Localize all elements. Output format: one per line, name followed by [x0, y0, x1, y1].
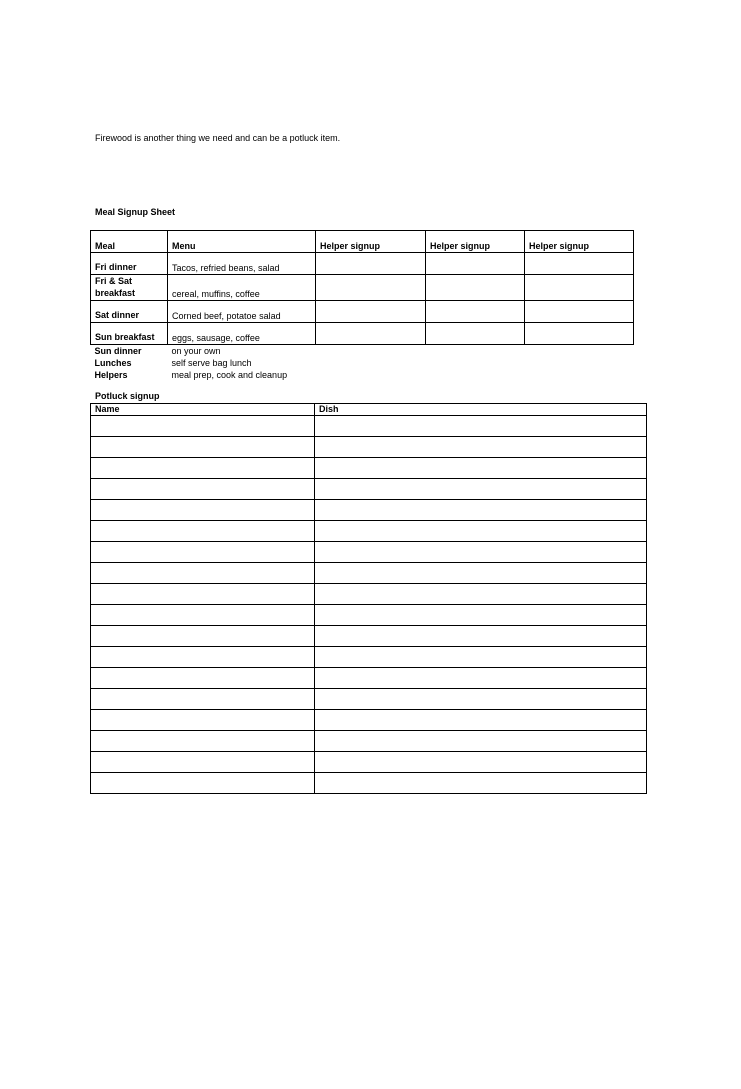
meal-menu: self serve bag lunch	[171, 358, 252, 368]
helper-signup-cell[interactable]	[426, 275, 525, 301]
table-row	[91, 731, 647, 752]
meal-name: Sun dinner	[94, 346, 142, 356]
helper-signup-cell[interactable]	[525, 275, 634, 301]
header-name: Name	[91, 404, 315, 416]
helper-signup-cell[interactable]	[426, 301, 525, 323]
meal-signup-table	[90, 230, 634, 381]
potluck-name-cell[interactable]	[91, 416, 315, 437]
potluck-dish-cell[interactable]	[315, 752, 647, 773]
potluck-dish-cell[interactable]	[315, 542, 647, 563]
table-row	[91, 689, 647, 710]
table-row	[91, 668, 647, 689]
potluck-name-cell[interactable]	[91, 500, 315, 521]
meal-menu: eggs, sausage, coffee	[168, 323, 316, 345]
potluck-dish-cell[interactable]	[315, 647, 647, 668]
header-menu: Menu	[168, 231, 316, 253]
potluck-name-cell[interactable]	[91, 647, 315, 668]
potluck-name-cell[interactable]	[91, 605, 315, 626]
potluck-dish-cell[interactable]	[315, 500, 647, 521]
table-row	[91, 626, 647, 647]
helper-signup-cell[interactable]	[525, 301, 634, 323]
helper-signup-cell[interactable]	[525, 253, 634, 275]
meal-menu: meal prep, cook and cleanup	[171, 370, 288, 380]
table-row	[91, 584, 647, 605]
meal-name: Fri dinner	[91, 253, 168, 275]
table-row	[91, 773, 647, 794]
table-row	[91, 437, 647, 458]
table-row	[91, 416, 647, 437]
meal-name: Fri & Sat breakfast	[91, 275, 168, 301]
table-row	[91, 458, 647, 479]
potluck-dish-cell[interactable]	[315, 689, 647, 710]
helper-signup-cell[interactable]	[316, 253, 426, 275]
meal-name: Helpers	[94, 370, 128, 380]
potluck-dish-cell[interactable]	[315, 563, 647, 584]
meal-menu: cereal, muffins, coffee	[168, 275, 316, 301]
table-row	[91, 323, 634, 345]
potluck-dish-cell[interactable]	[315, 416, 647, 437]
helper-signup-cell[interactable]	[316, 301, 426, 323]
header-helper-signup-2: Helper signup	[426, 231, 525, 253]
potluck-name-cell[interactable]	[91, 689, 315, 710]
table-row	[91, 710, 647, 731]
table-row	[91, 357, 634, 369]
table-row	[91, 253, 634, 275]
table-row	[91, 521, 647, 542]
meal-name: Sun breakfast	[91, 323, 168, 345]
potluck-dish-cell[interactable]	[315, 458, 647, 479]
table-row	[91, 301, 634, 323]
meal-menu: on your own	[171, 346, 221, 356]
potluck-name-cell[interactable]	[91, 773, 315, 794]
potluck-dish-cell[interactable]	[315, 668, 647, 689]
meal-signup-title: Meal Signup Sheet	[95, 207, 176, 217]
potluck-dish-cell[interactable]	[315, 605, 647, 626]
meal-name: Sat dinner	[91, 301, 168, 323]
header-helper-signup-1: Helper signup	[316, 231, 426, 253]
potluck-dish-cell[interactable]	[315, 479, 647, 500]
header-dish: Dish	[315, 404, 647, 416]
helper-signup-cell[interactable]	[525, 323, 634, 345]
potluck-dish-cell[interactable]	[315, 521, 647, 542]
potluck-name-cell[interactable]	[91, 437, 315, 458]
helper-signup-cell[interactable]	[426, 253, 525, 275]
potluck-dish-cell[interactable]	[315, 710, 647, 731]
table-row	[91, 752, 647, 773]
potluck-signup-title: Potluck signup	[95, 391, 160, 401]
potluck-dish-cell[interactable]	[315, 626, 647, 647]
potluck-signup-table	[90, 403, 647, 794]
potluck-name-cell[interactable]	[91, 458, 315, 479]
table-row	[91, 605, 647, 626]
potluck-name-cell[interactable]	[91, 521, 315, 542]
meal-table-header-row	[91, 231, 634, 253]
potluck-dish-cell[interactable]	[315, 584, 647, 605]
potluck-name-cell[interactable]	[91, 584, 315, 605]
meal-name: Lunches	[94, 358, 132, 368]
header-meal: Meal	[91, 231, 168, 253]
meal-menu: Corned beef, potatoe salad	[168, 301, 316, 323]
header-helper-signup-3: Helper signup	[525, 231, 634, 253]
potluck-dish-cell[interactable]	[315, 437, 647, 458]
potluck-table-header-row	[91, 404, 647, 416]
table-row	[91, 275, 634, 301]
helper-signup-cell[interactable]	[316, 275, 426, 301]
potluck-dish-cell[interactable]	[315, 731, 647, 752]
potluck-dish-cell[interactable]	[315, 773, 647, 794]
potluck-name-cell[interactable]	[91, 731, 315, 752]
helper-signup-cell[interactable]	[426, 323, 525, 345]
firewood-note: Firewood is another thing we need and can be a potluck item.	[95, 133, 341, 143]
table-row	[91, 563, 647, 584]
potluck-name-cell[interactable]	[91, 668, 315, 689]
potluck-name-cell[interactable]	[91, 710, 315, 731]
table-row	[91, 345, 634, 358]
potluck-name-cell[interactable]	[91, 479, 315, 500]
potluck-name-cell[interactable]	[91, 752, 315, 773]
table-row	[91, 369, 634, 381]
table-row	[91, 500, 647, 521]
table-row	[91, 647, 647, 668]
meal-menu: Tacos, refried beans, salad	[168, 253, 316, 275]
potluck-name-cell[interactable]	[91, 542, 315, 563]
potluck-name-cell[interactable]	[91, 626, 315, 647]
table-row	[91, 542, 647, 563]
helper-signup-cell[interactable]	[316, 323, 426, 345]
potluck-name-cell[interactable]	[91, 563, 315, 584]
table-row	[91, 479, 647, 500]
